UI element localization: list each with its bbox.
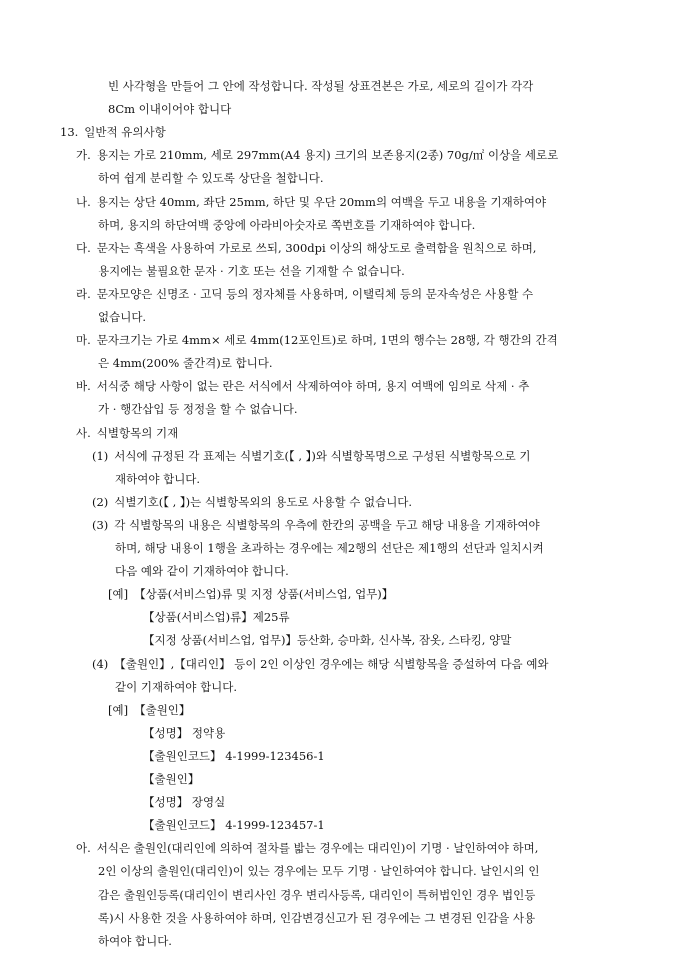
line-text: 용지는 가로 210mm, 세로 297mm(A4 용지) 크기의 보존용지(2종) 70g/㎡ 이상을 세로로 [96,148,559,162]
line-text: 【출원인코드】 4-1999-123456-1 [143,749,325,763]
text-line [98,217,475,233]
item-label: [예] [108,703,129,717]
line-text: 【상품(서비스업)류】제25류 [143,610,290,624]
text-line [108,702,190,718]
line-text: 하여 쉽게 분리할 수 있도록 상단을 철합니다. [98,171,324,185]
text-line [92,656,549,672]
text-line [76,147,558,163]
text-line [143,771,199,787]
item-label: 마. [76,333,91,347]
text-line [76,425,178,441]
line-text: 은 4mm(200% 줄간격)로 합니다. [98,356,273,370]
text-line [92,494,412,510]
line-text: 식별항목의 기재 [96,426,179,440]
text-line [115,563,289,579]
line-text: 문자크기는 가로 4mm× 세로 4mm(12포인트)로 하며, 1면의 행수는 28행, 각 행간의 간격 [96,333,558,347]
item-label: 바. [76,379,91,393]
line-text: 【출원인】 [143,772,200,786]
line-text: 빈 사각형을 만들어 그 안에 작성합니다. 작성될 상표견본은 가로, 세로의 길이가 각각 [108,79,534,93]
line-text: 용지는 상단 40mm, 좌단 25mm, 하단 및 우단 20mm의 여백을 두고 내용을 기재하여야 [96,195,547,209]
text-line [108,101,231,117]
line-text: 하여야 합니다. [98,934,172,948]
item-label: (2) [92,495,109,509]
text-line [92,448,530,464]
line-text: 8Cm 이내이어야 합니다 [108,102,232,116]
text-line [76,286,533,302]
item-label: 가. [76,148,91,162]
line-text: 식별기호(【 , 】)는 식별항목외의 용도로 사용할 수 없습니다. [114,495,413,509]
text-line [92,517,540,533]
line-text: 감은 출원인등록(대리인이 변리사인 경우 변리사등록, 대리인이 특허법인인 경우 법인등 [98,888,536,902]
line-text: 서식중 해당 사항이 없는 란은 서식에서 삭제하여야 하며, 용지 여백에 임의로 삭제 · 추 [96,379,530,393]
line-text: 가 · 행간삽입 등 정정을 할 수 없습니다. [98,402,298,416]
line-text: 서식에 규정된 각 표제는 식별기호(【 , 】)와 식별항목명으로 구성된 식별항목으로 기 [114,449,531,463]
text-line [98,933,172,949]
text-line [143,794,225,810]
text-line [143,748,325,764]
text-line [76,840,538,856]
line-text: 다음 예와 같이 기재하여야 합니다. [115,564,289,578]
item-label: 13. [60,125,79,139]
line-text: 【출원인】,【대리인】 등이 2인 이상인 경우에는 해당 식별항목을 증설하여 다음 예와 [114,657,549,671]
item-label: 나. [76,195,91,209]
item-label: 라. [76,287,91,301]
item-label: [예] [108,587,129,601]
item-label: (3) [92,518,109,532]
text-line [98,910,535,926]
text-line [98,887,535,903]
text-line [115,540,544,556]
text-line [98,355,272,371]
line-text: 없습니다. [98,310,147,324]
line-text: 문자모양은 신명조 · 고딕 등의 정자체를 사용하며, 이탤릭체 등의 문자속성은 사용할 수 [96,287,534,301]
text-line [76,332,558,348]
text-line [98,863,540,879]
line-text: 문자는 흑색을 사용하여 가로로 쓰되, 300dpi 이상의 해상도로 출력함을 원칙으로 하며, [96,241,537,255]
line-text: 재하여야 합니다. [115,472,201,486]
text-line [98,309,146,325]
line-text: 일반적 유의사항 [84,125,166,139]
text-line [108,78,533,94]
text-line [98,401,298,417]
text-line [143,725,225,741]
line-text: 【상품(서비스업)류 및 지정 상품(서비스업, 업무)】 [134,587,394,601]
item-label: (1) [92,449,109,463]
line-text: 2인 이상의 출원인(대리인)이 있는 경우에는 모두 기명 · 날인하여야 합니다. 날인시의 인 [98,864,540,878]
text-line [98,263,405,279]
text-line [60,124,166,140]
text-line [76,378,529,394]
text-line [143,632,511,648]
line-text: 용지에는 불필요한 문자 · 기호 또는 선을 기재할 수 없습니다. [98,264,405,278]
text-line [143,817,325,833]
item-label: 아. [76,841,91,855]
line-text: 같이 기재하여야 합니다. [115,680,238,694]
text-line [115,471,200,487]
line-text: 각 식별항목의 내용은 식별항목의 우측에 한칸의 공백을 두고 해당 내용을 기재하여야 [114,518,540,532]
item-label: 다. [76,241,91,255]
line-text: 【지정 상품(서비스업, 업무)】등산화, 승마화, 신사복, 잠옷, 스타킹, 양말 [143,633,512,647]
text-line [108,586,393,602]
text-line [76,240,536,256]
line-text: 서식은 출원인(대리인에 의하여 절차를 밟는 경우에는 대리인)이 기명 · 날인하여야 하며, [96,841,539,855]
text-line [143,609,290,625]
line-text: 하며, 해당 내용이 1행을 초과하는 경우에는 제2행의 선단은 제1행의 선단과 일치시켜 [115,541,544,555]
item-label: (4) [92,657,109,671]
line-text: 록)시 사용한 것을 사용하여야 하며, 인감변경신고가 된 경우에는 그 변경된 인감을 사용 [98,911,536,925]
line-text: 【성명】 정약용 [143,726,226,740]
line-text: 하며, 용지의 하단여백 중앙에 아라비아숫자로 쪽번호를 기재하여야 합니다. [98,218,476,232]
line-text: 【출원인코드】 4-1999-123457-1 [143,818,325,832]
text-line [115,679,237,695]
line-text: 【성명】 장영실 [143,795,226,809]
item-label: 사. [76,426,91,440]
text-line [76,194,546,210]
line-text: 【출원인】 [134,703,191,717]
text-line [98,170,324,186]
